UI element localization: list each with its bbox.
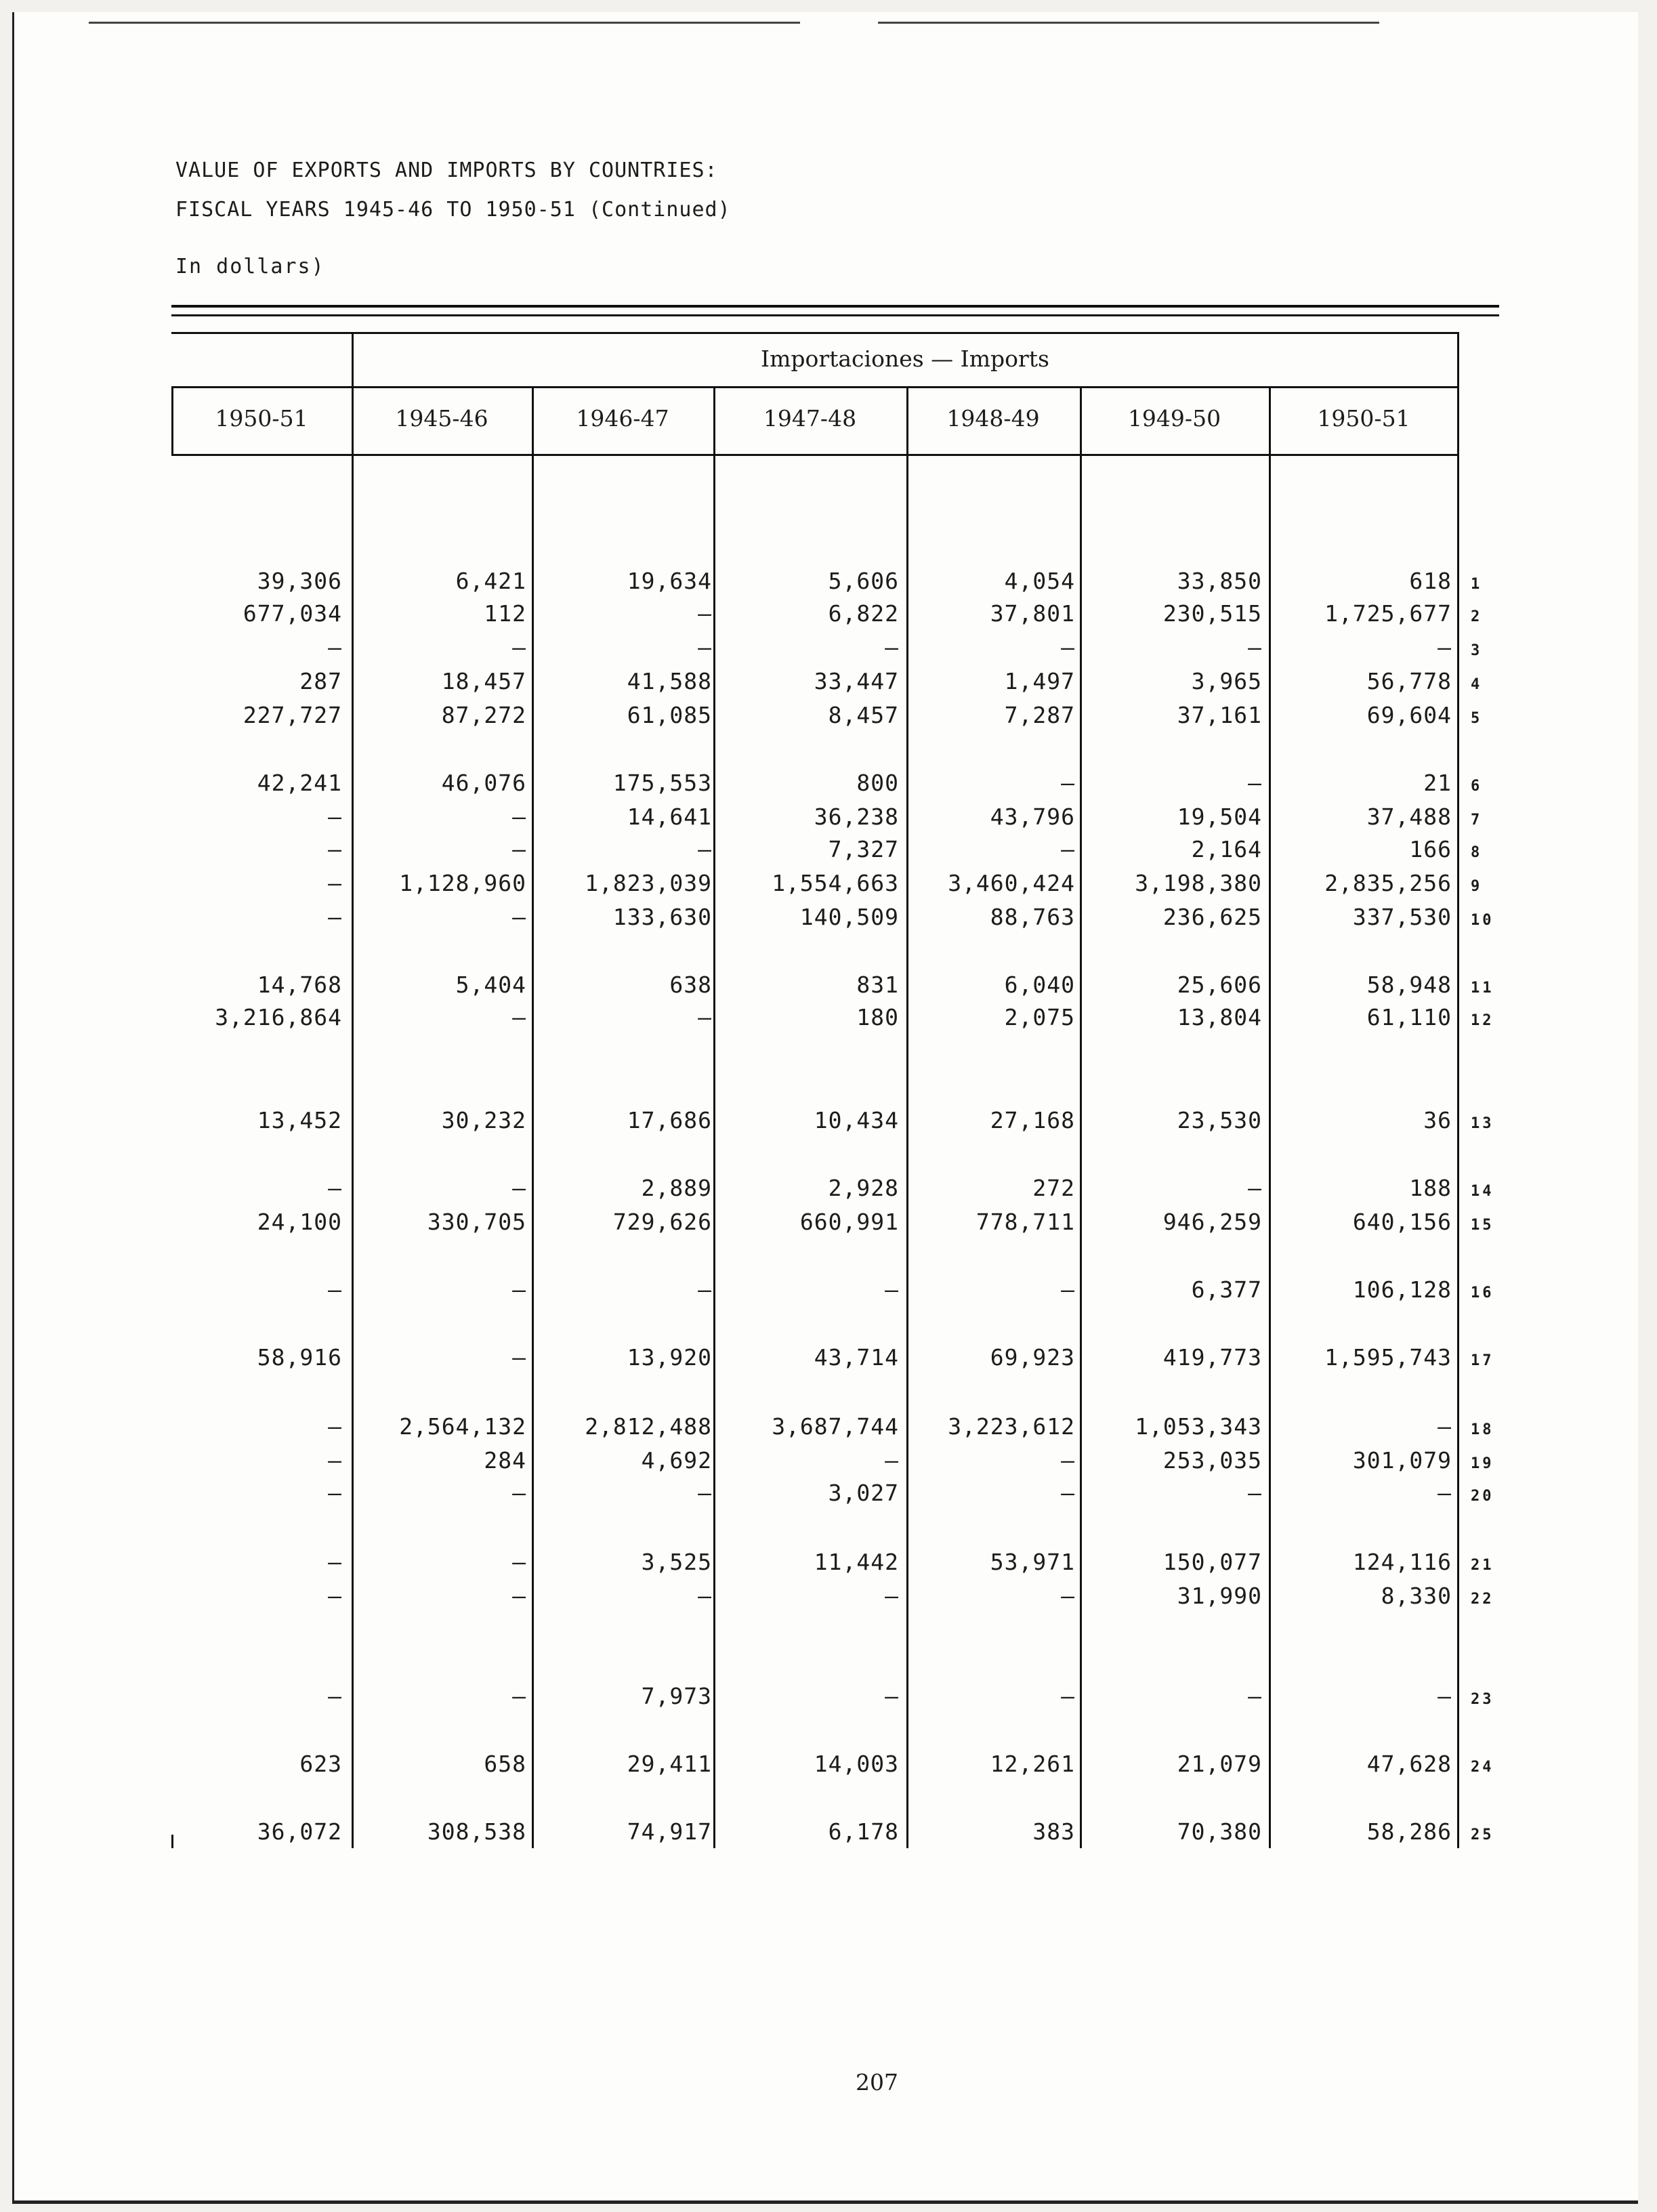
table-top-rule — [171, 305, 1499, 308]
export-value-cell: — — [328, 904, 342, 930]
import-value-cell: 5,404 — [455, 972, 526, 998]
import-value-cell: 638 — [669, 972, 712, 998]
import-value-cell: — — [885, 1276, 899, 1303]
import-value-cell: 19,504 — [1177, 804, 1262, 830]
export-value-cell: — — [328, 1583, 342, 1609]
import-value-cell: 175,553 — [612, 770, 712, 796]
import-value-cell: — — [512, 1583, 526, 1609]
imports-group-header: Importaciones — Imports — [761, 346, 1049, 372]
import-value-cell: — — [512, 1549, 526, 1575]
import-value-cell: 88,763 — [990, 904, 1075, 930]
import-value-cell: — — [698, 634, 712, 661]
import-value-cell: 70,380 — [1177, 1818, 1262, 1845]
import-value-cell: 21 — [1423, 770, 1452, 796]
export-value-cell: 58,916 — [257, 1344, 342, 1371]
import-value-cell: 11,442 — [814, 1549, 899, 1575]
import-value-cell: 6,040 — [1004, 972, 1075, 998]
row-number: 2 — [1471, 608, 1483, 625]
import-value-cell: — — [1248, 770, 1262, 796]
import-value-cell: — — [1061, 1683, 1075, 1709]
import-value-cell: 12,261 — [990, 1751, 1075, 1777]
import-value-cell: 29,411 — [627, 1751, 712, 1777]
import-value-cell: 2,928 — [828, 1175, 899, 1201]
import-value-cell: 640,156 — [1352, 1209, 1452, 1235]
import-value-cell: 69,604 — [1366, 702, 1452, 728]
row-number: 6 — [1471, 778, 1483, 795]
row-number: 12 — [1471, 1012, 1494, 1029]
row-number: 23 — [1471, 1691, 1494, 1708]
import-value-cell: 3,965 — [1191, 668, 1262, 694]
import-value-cell: 23,530 — [1177, 1107, 1262, 1133]
import-value-cell: 25,606 — [1177, 972, 1262, 998]
row-number: 17 — [1471, 1352, 1494, 1369]
import-value-cell: 36 — [1423, 1107, 1452, 1133]
row-number: 5 — [1471, 710, 1483, 727]
import-value-cell: 4,054 — [1004, 568, 1075, 594]
import-value-cell: 308,538 — [427, 1818, 526, 1845]
import-value-cell: — — [1248, 1683, 1262, 1709]
export-value-cell: — — [328, 1175, 342, 1201]
export-value-cell: — — [328, 1549, 342, 1575]
import-value-cell: — — [1061, 1447, 1075, 1474]
import-value-cell: 58,948 — [1366, 972, 1452, 998]
import-value-cell: 37,488 — [1366, 804, 1452, 830]
import-value-cell: 3,460,424 — [948, 870, 1075, 896]
import-value-cell: 6,421 — [455, 568, 526, 594]
row-number: 15 — [1471, 1217, 1494, 1234]
row-number: 22 — [1471, 1591, 1494, 1608]
document-page — [12, 12, 1638, 2204]
export-value-cell: 24,100 — [257, 1209, 342, 1235]
column-divider — [171, 386, 173, 456]
import-value-cell: 14,003 — [814, 1751, 899, 1777]
units-note: In dollars) — [175, 255, 325, 278]
import-value-cell: 7,327 — [828, 836, 899, 862]
import-value-cell: 1,725,677 — [1324, 600, 1452, 627]
import-value-cell: 19,634 — [627, 568, 712, 594]
import-value-cell: — — [698, 600, 712, 627]
row-number: 11 — [1471, 980, 1494, 997]
import-value-cell: 4,692 — [641, 1447, 712, 1474]
import-value-cell: 2,889 — [641, 1175, 712, 1201]
import-value-cell: 17,686 — [627, 1107, 712, 1133]
export-value-cell: 42,241 — [257, 770, 342, 796]
export-value-cell: 287 — [299, 668, 342, 694]
import-value-cell: 3,223,612 — [948, 1413, 1075, 1440]
import-column-header: 1948-49 — [946, 405, 1040, 432]
import-value-cell: — — [512, 1480, 526, 1506]
import-value-cell: 61,110 — [1366, 1004, 1452, 1030]
import-value-cell: — — [885, 1447, 899, 1474]
row-number: 8 — [1471, 844, 1483, 861]
import-column-header: 1950-51 — [1317, 405, 1410, 432]
import-value-cell: — — [698, 1276, 712, 1303]
import-value-cell: 13,804 — [1177, 1004, 1262, 1030]
import-value-cell: 1,053,343 — [1135, 1413, 1262, 1440]
import-value-cell: 253,035 — [1162, 1447, 1262, 1474]
imports-table — [14, 12, 1640, 1882]
import-value-cell: 658 — [484, 1751, 526, 1777]
row-number: 21 — [1471, 1557, 1494, 1574]
row-number: 7 — [1471, 812, 1483, 829]
import-value-cell: — — [1438, 1413, 1452, 1440]
export-value-cell: — — [328, 1276, 342, 1303]
export-value-cell: — — [328, 804, 342, 830]
import-value-cell: 284 — [484, 1447, 526, 1474]
row-number: 1 — [1471, 576, 1483, 593]
import-value-cell: — — [1061, 1480, 1075, 1506]
column-divider — [532, 386, 534, 1848]
import-value-cell: — — [1248, 1175, 1262, 1201]
import-value-cell: — — [1438, 1683, 1452, 1709]
table-top-rule-2 — [171, 314, 1499, 316]
row-number: 16 — [1471, 1285, 1494, 1301]
import-value-cell: — — [1061, 1583, 1075, 1609]
group-header-rule — [171, 386, 1459, 388]
export-value-cell: 36,072 — [257, 1818, 342, 1845]
import-value-cell: 140,509 — [799, 904, 899, 930]
export-value-cell: — — [328, 634, 342, 661]
import-value-cell: 41,588 — [627, 668, 712, 694]
import-value-cell: — — [885, 1683, 899, 1709]
import-value-cell: 3,027 — [828, 1480, 899, 1506]
import-value-cell: 27,168 — [990, 1107, 1075, 1133]
page-number: 207 — [856, 2069, 898, 2095]
export-value-cell: 14,768 — [257, 972, 342, 998]
title-line-1: VALUE OF EXPORTS AND IMPORTS BY COUNTRIES: — [175, 159, 718, 182]
import-value-cell: 2,564,132 — [399, 1413, 526, 1440]
import-value-cell: 5,606 — [828, 568, 899, 594]
import-value-cell: 133,630 — [612, 904, 712, 930]
import-value-cell: 3,525 — [641, 1549, 712, 1575]
import-value-cell: 46,076 — [441, 770, 526, 796]
import-value-cell: 800 — [856, 770, 899, 796]
import-value-cell: 33,447 — [814, 668, 899, 694]
import-value-cell: — — [1438, 1480, 1452, 1506]
row-number: 13 — [1471, 1115, 1494, 1132]
import-value-cell: 778,711 — [976, 1209, 1075, 1235]
import-value-cell: — — [512, 634, 526, 661]
import-value-cell: 3,198,380 — [1135, 870, 1262, 896]
import-value-cell: 1,823,039 — [585, 870, 712, 896]
import-value-cell: 337,530 — [1352, 904, 1452, 930]
import-value-cell: 236,625 — [1162, 904, 1262, 930]
column-divider — [713, 386, 715, 1848]
import-value-cell: 6,822 — [828, 600, 899, 627]
export-value-cell: — — [328, 836, 342, 862]
column-divider — [1080, 386, 1082, 1848]
import-value-cell: 301,079 — [1352, 1447, 1452, 1474]
import-value-cell: 2,835,256 — [1324, 870, 1452, 896]
import-value-cell: 56,778 — [1366, 668, 1452, 694]
column-divider — [352, 332, 354, 1848]
import-value-cell: 61,085 — [627, 702, 712, 728]
import-column-header: 1945-46 — [395, 405, 488, 432]
title-line-2: FISCAL YEARS 1945-46 TO 1950-51 (Continued) — [175, 198, 731, 222]
import-value-cell: 1,128,960 — [399, 870, 526, 896]
import-value-cell: — — [1248, 1480, 1262, 1506]
import-value-cell: 13,920 — [627, 1344, 712, 1371]
export-value-cell: — — [328, 870, 342, 896]
import-value-cell: 946,259 — [1162, 1209, 1262, 1235]
import-value-cell: 69,923 — [990, 1344, 1075, 1371]
import-column-header: 1949-50 — [1127, 405, 1221, 432]
import-value-cell: — — [885, 634, 899, 661]
import-value-cell: 188 — [1409, 1175, 1452, 1201]
row-number: 14 — [1471, 1183, 1494, 1200]
export-value-cell: — — [328, 1447, 342, 1474]
import-value-cell: 1,554,663 — [772, 870, 899, 896]
row-number: 25 — [1471, 1827, 1494, 1843]
import-column-header: 1947-48 — [763, 405, 857, 432]
row-number: 19 — [1471, 1455, 1494, 1472]
import-column-header: 1946-47 — [576, 405, 669, 432]
import-value-cell: 2,075 — [1004, 1004, 1075, 1030]
import-value-cell: 74,917 — [627, 1818, 712, 1845]
import-value-cell: 383 — [1032, 1818, 1075, 1845]
import-value-cell: 419,773 — [1162, 1344, 1262, 1371]
import-value-cell: 106,128 — [1352, 1276, 1452, 1303]
import-value-cell: 37,801 — [990, 600, 1075, 627]
export-column-header: 1950-51 — [215, 405, 308, 432]
export-value-cell: — — [328, 1413, 342, 1440]
import-value-cell: 618 — [1409, 568, 1452, 594]
import-value-cell: — — [885, 1583, 899, 1609]
column-divider — [1269, 386, 1271, 1848]
import-value-cell: 8,457 — [828, 702, 899, 728]
import-value-cell: 31,990 — [1177, 1583, 1262, 1609]
import-value-cell: — — [512, 1683, 526, 1709]
import-value-cell: — — [512, 836, 526, 862]
import-value-cell: 7,287 — [1004, 702, 1075, 728]
import-value-cell: — — [512, 1344, 526, 1371]
import-value-cell: 87,272 — [441, 702, 526, 728]
export-value-cell: — — [328, 1480, 342, 1506]
import-value-cell: 18,457 — [441, 668, 526, 694]
export-value-cell: 623 — [299, 1751, 342, 1777]
import-value-cell: 1,497 — [1004, 668, 1075, 694]
import-value-cell: — — [1438, 634, 1452, 661]
import-value-cell: 14,641 — [627, 804, 712, 830]
import-value-cell: — — [512, 1004, 526, 1030]
import-value-cell: 47,628 — [1366, 1751, 1452, 1777]
import-value-cell: 3,687,744 — [772, 1413, 899, 1440]
column-divider — [1457, 332, 1459, 1848]
import-value-cell: 272 — [1032, 1175, 1075, 1201]
import-value-cell: 43,796 — [990, 804, 1075, 830]
export-value-cell: 13,452 — [257, 1107, 342, 1133]
export-value-cell: 39,306 — [257, 568, 342, 594]
import-value-cell: 10,434 — [814, 1107, 899, 1133]
import-value-cell: — — [1061, 770, 1075, 796]
import-value-cell: 37,161 — [1177, 702, 1262, 728]
import-value-cell: 729,626 — [612, 1209, 712, 1235]
import-value-cell: 30,232 — [441, 1107, 526, 1133]
import-value-cell: — — [698, 1480, 712, 1506]
import-value-cell: 166 — [1409, 836, 1452, 862]
export-value-cell: 227,727 — [243, 702, 342, 728]
import-value-cell: 831 — [856, 972, 899, 998]
import-value-cell: 180 — [856, 1004, 899, 1030]
import-value-cell: 21,079 — [1177, 1751, 1262, 1777]
import-value-cell: 8,330 — [1381, 1583, 1452, 1609]
import-value-cell: 150,077 — [1162, 1549, 1262, 1575]
import-value-cell: 2,812,488 — [585, 1413, 712, 1440]
export-value-cell: 677,034 — [243, 600, 342, 627]
import-value-cell: 53,971 — [990, 1549, 1075, 1575]
row-number: 20 — [1471, 1488, 1494, 1505]
import-value-cell: — — [698, 1583, 712, 1609]
export-value-cell: — — [328, 1683, 342, 1709]
import-value-cell: — — [1061, 1276, 1075, 1303]
row-number: 9 — [1471, 878, 1483, 895]
import-value-cell: 6,377 — [1191, 1276, 1262, 1303]
import-value-cell: — — [1061, 634, 1075, 661]
import-value-cell: 33,850 — [1177, 568, 1262, 594]
row-number: 4 — [1471, 676, 1483, 693]
row-number: 18 — [1471, 1421, 1494, 1438]
import-value-cell: 660,991 — [799, 1209, 899, 1235]
import-value-cell: 2,164 — [1191, 836, 1262, 862]
import-value-cell: — — [512, 804, 526, 830]
row-number: 3 — [1471, 642, 1483, 659]
import-value-cell: 230,515 — [1162, 600, 1262, 627]
import-value-cell: — — [698, 836, 712, 862]
import-value-cell: 36,238 — [814, 804, 899, 830]
import-value-cell: 58,286 — [1366, 1818, 1452, 1845]
import-value-cell: 1,595,743 — [1324, 1344, 1452, 1371]
export-value-cell: 3,216,864 — [215, 1004, 342, 1030]
import-value-cell: — — [512, 1276, 526, 1303]
import-value-cell: — — [698, 1004, 712, 1030]
import-value-cell: — — [512, 904, 526, 930]
row-number: 24 — [1471, 1759, 1494, 1776]
import-value-cell: — — [512, 1175, 526, 1201]
import-value-cell: 124,116 — [1352, 1549, 1452, 1575]
import-value-cell: — — [1061, 836, 1075, 862]
header-rule — [171, 332, 1459, 334]
import-value-cell: 7,973 — [641, 1683, 712, 1709]
import-value-cell: — — [1248, 634, 1262, 661]
import-value-cell: 6,178 — [828, 1818, 899, 1845]
import-value-cell: 112 — [484, 600, 526, 627]
import-value-cell: 330,705 — [427, 1209, 526, 1235]
import-value-cell: 43,714 — [814, 1344, 899, 1371]
column-header-rule — [171, 454, 1459, 456]
row-number: 10 — [1471, 912, 1494, 929]
